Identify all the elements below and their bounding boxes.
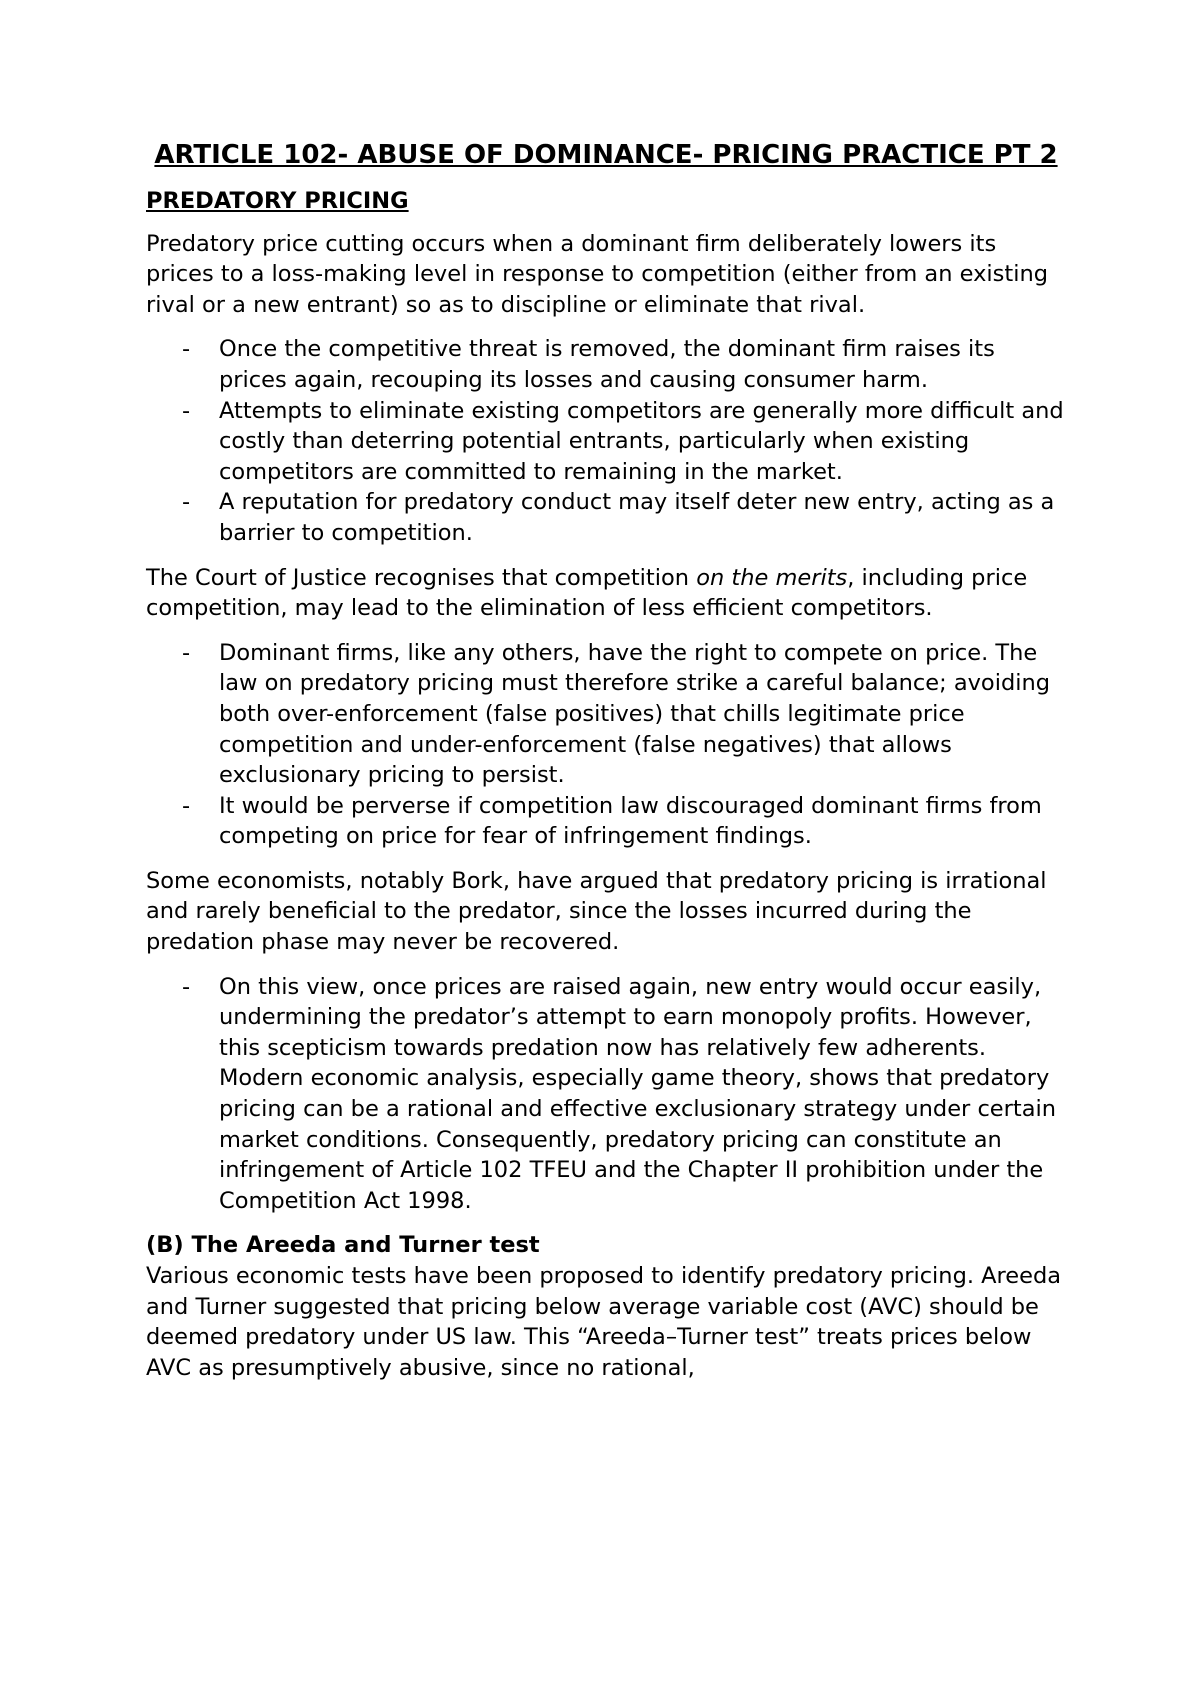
subheading-areeda-turner: (B) The Areeda and Turner test	[146, 1232, 540, 1259]
court-of-justice-paragraph	[146, 563, 1066, 624]
document-page	[146, 138, 1066, 1383]
list-item	[146, 972, 1066, 1217]
list-item	[146, 638, 1066, 791]
dash-bullet: -	[182, 489, 191, 516]
list-item-text: Dominant firms, like any others, have the right to compete on price. The law on predatory pricing must therefore strike a careful balance; avoiding both over-enforcement (false positives) that chills legitimate price competition and under-enforcement (false negatives) that allows exclusionary pricing to persist.	[219, 639, 1051, 789]
list-item	[146, 334, 1066, 395]
dash-bullet: -	[182, 639, 191, 666]
list-item	[146, 396, 1066, 488]
areeda-turner-paragraph: Various economic tests have been proposed to identify predatory pricing. Areeda and Turner suggested that pricing below average variable cost (AVC) should be deemed predatory under US law. This “Areeda–Turner test” treats prices below AVC as presumptively abusive, since no rational,	[146, 1263, 1062, 1381]
dash-bullet: -	[182, 336, 191, 363]
bullet-list-3	[146, 972, 1066, 1217]
intro-paragraph: Predatory price cutting occurs when a dominant firm deliberately lowers its prices to a loss-making level in response to competition (either from an existing rival or a new entrant) so as to discipline or eliminate that rival.	[146, 230, 1048, 318]
dash-bullet: -	[182, 792, 191, 819]
economists-paragraph: Some economists, notably Bork, have argued that predatory pricing is irrational and rarely beneficial to the predator, since the losses incurred during the predation phase may never be recovered.	[146, 867, 1047, 956]
list-item-text: It would be perverse if competition law discouraged dominant firms from competing on price for fear of infringement findings.	[219, 792, 1042, 850]
list-item-text: On this view, once prices are raised again, new entry would occur easily, undermining the predator’s attempt to earn monopoly profits. However, this scepticism towards predation now has relatively few adherents. Modern economic analysis, especially game theory, shows that predatory pricing can be a rational and effective exclusionary strategy under certain market conditions. Consequently, predatory pricing can constitute an infringement of Article 102 TFEU and the Chapter II prohibition under the Competition Act 1998.	[219, 973, 1057, 1214]
list-item-text: Once the competitive threat is removed, the dominant firm raises its prices again, recouping its losses and causing consumer harm.	[219, 336, 995, 393]
list-item-text: Attempts to eliminate existing competitors are generally more difficult and costly than deterring potential entrants, particularly when existing competitors are committed to remaining in the market.	[219, 397, 1064, 485]
court-text-after: , including price competition, may lead to the elimination of less efficient competitors.	[146, 564, 1028, 622]
dash-bullet: -	[182, 397, 191, 424]
court-text-before: The Court of Justice recognises that competition	[146, 564, 697, 591]
document-title: ARTICLE 102- ABUSE OF DOMINANCE- PRICING PRACTICE PT 2	[154, 140, 1058, 170]
dash-bullet: -	[182, 973, 191, 1000]
list-item	[146, 487, 1066, 548]
bullet-list-2	[146, 638, 1066, 852]
list-item-text: A reputation for predatory conduct may itself deter new entry, acting as a barrier to competition.	[219, 489, 1055, 546]
on-the-merits-emphasis: on the merits	[696, 564, 848, 591]
bullet-list-1	[146, 334, 1066, 548]
section-heading-predatory-pricing: PREDATORY PRICING	[146, 188, 409, 214]
list-item	[146, 791, 1066, 852]
